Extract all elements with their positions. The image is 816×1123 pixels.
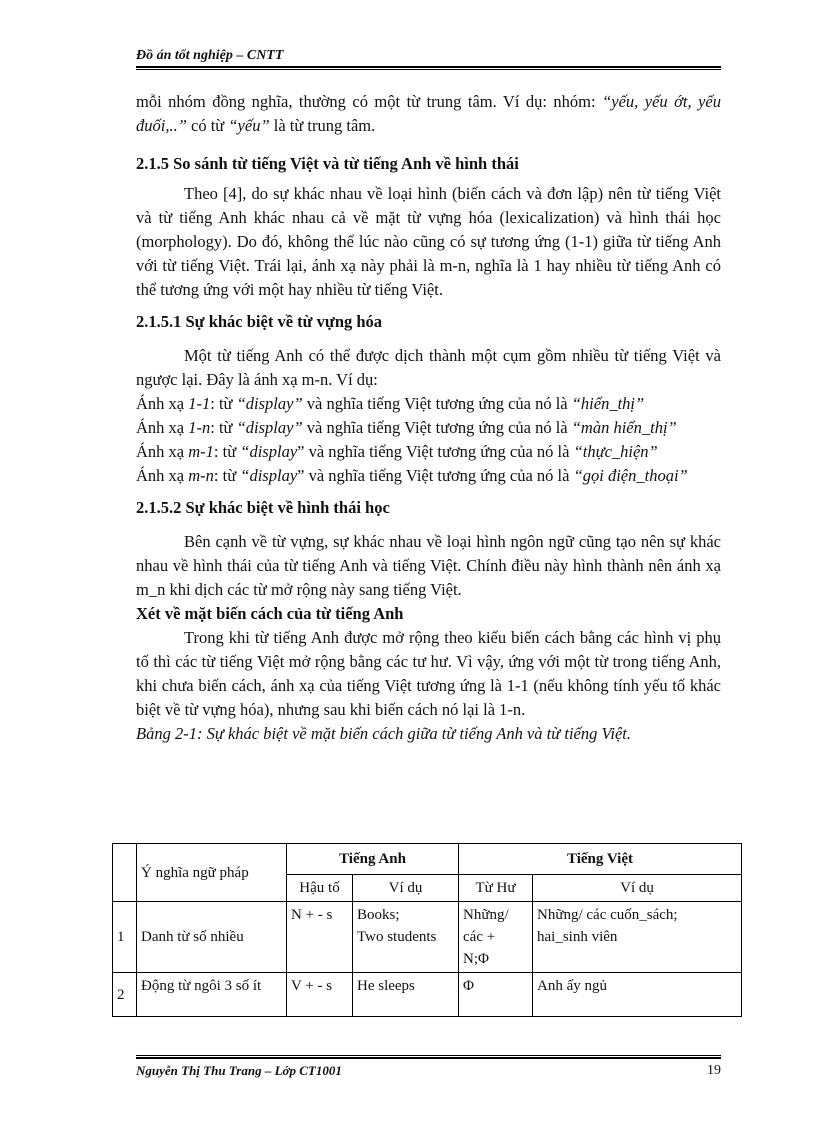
section-heading-2-1-5: 2.1.5 So sánh từ tiếng Việt và từ tiếng Anh về hình thái bbox=[136, 154, 519, 173]
example-text: và nghĩa tiếng Việt tương ứng của nó là bbox=[302, 394, 572, 413]
row-meaning: Danh từ số nhiều bbox=[137, 902, 287, 973]
table-subheader-suffix: Hậu tố bbox=[287, 875, 353, 902]
intro-paragraph bbox=[136, 90, 721, 138]
mapping-example-1-n bbox=[136, 416, 721, 440]
example-type: m-1 bbox=[188, 442, 214, 461]
row-suffix: N + - s bbox=[287, 902, 353, 973]
table-header-row bbox=[113, 844, 742, 875]
table-caption bbox=[136, 722, 721, 746]
table-header-empty bbox=[113, 844, 137, 902]
row-number: 1 bbox=[113, 902, 137, 973]
example-word: “display” bbox=[236, 394, 303, 413]
row-example-vi bbox=[533, 902, 742, 973]
row-example-en-line: Two students bbox=[357, 929, 437, 945]
page-header-title: Đồ án tốt nghiệp – CNTT bbox=[136, 48, 284, 63]
example-label: Ánh xạ bbox=[136, 442, 189, 461]
inflection-comparison-table bbox=[112, 843, 742, 1017]
row-example-en: He sleeps bbox=[353, 973, 459, 1017]
table-subheader-example-en: Ví dụ bbox=[353, 875, 459, 902]
section-2-1-5-1-paragraph: Một từ tiếng Anh có thể được dịch thành một cụm gồm nhiều từ tiếng Việt và ngược lại. Đây là ánh xạ m-n. Ví dụ: bbox=[136, 346, 721, 389]
example-label: Ánh xạ bbox=[136, 394, 189, 413]
section-heading-2-1-5-2: 2.1.5.2 Sự khác biệt về hình thái học bbox=[136, 498, 390, 517]
inflection-paragraph: Trong khi từ tiếng Anh được mở rộng theo kiểu biến cách bằng các hình vị phụ tố thì các từ tiếng Việt mở rộng bằng các tư hư. Vì vậy, ứng với một từ trong tiếng Anh, khi chưa biến cách, ánh xạ của tiếng Việt tương ứng là 1-1 (nếu không tính yếu tố khác biệt về từ vựng hóa), nhưng sau khi biến cách nó lại là 1-n. bbox=[136, 628, 721, 719]
row-function-word-line: Những/ bbox=[463, 907, 509, 923]
row-suffix: V + - s bbox=[287, 973, 353, 1017]
example-type: m-n bbox=[188, 466, 214, 485]
table-caption-text: : Sự khác biệt về mặt biến cách giữa từ tiếng Anh và từ tiếng Việt. bbox=[196, 724, 631, 743]
example-word: “display” bbox=[236, 418, 303, 437]
table-caption-label: Bảng 2-1 bbox=[136, 724, 197, 743]
example-text: và nghĩa tiếng Việt tương ứng của nó là bbox=[302, 418, 572, 437]
page-number: 19 bbox=[707, 1063, 721, 1078]
footer-rule-secondary bbox=[136, 1055, 721, 1056]
example-meaning: “hiển_thị” bbox=[571, 394, 645, 413]
row-function-word-line: N;Φ bbox=[463, 951, 489, 967]
table-header-english: Tiếng Anh bbox=[287, 844, 459, 875]
intro-example-word: “yếu” bbox=[228, 116, 270, 135]
intro-text: mỗi nhóm đồng nghĩa, thường có một từ trung tâm. Ví dụ: nhóm: bbox=[136, 92, 603, 111]
row-example-vi-line: Những/ các cuốn_sách; bbox=[537, 907, 678, 923]
section-2-1-5-2-paragraph: Bên cạnh về từ vựng, sự khác nhau về loại hình ngôn ngữ cũng tạo nên sự khác nhau về hình thái của từ tiếng Anh và tiếng Việt. Chính điều này hình thành nên ánh xạ m_n khi dịch các từ mở rộng này sang tiếng Việt. bbox=[136, 532, 721, 599]
intro-text: có từ bbox=[186, 116, 229, 135]
example-label: Ánh xạ bbox=[136, 418, 189, 437]
example-word: “display bbox=[240, 442, 298, 461]
row-example-vi: Anh ấy ngủ bbox=[533, 973, 742, 1017]
table-row bbox=[113, 973, 742, 1017]
example-type: 1-n bbox=[188, 418, 211, 437]
row-example-vi-line: hai_sinh viên bbox=[537, 929, 618, 945]
table-header-meaning: Ý nghĩa ngữ pháp bbox=[137, 844, 287, 902]
example-meaning: “màn hiển_thị” bbox=[571, 418, 677, 437]
header-rule-secondary bbox=[136, 69, 721, 70]
table-subheader-example-vi: Ví dụ bbox=[533, 875, 742, 902]
row-example-en-line: Books; bbox=[357, 907, 400, 923]
header-rule bbox=[136, 66, 721, 68]
example-label: Ánh xạ bbox=[136, 466, 189, 485]
row-meaning: Động từ ngôi 3 số ít bbox=[137, 973, 287, 1017]
row-example-en bbox=[353, 902, 459, 973]
example-text: ” và nghĩa tiếng Việt tương ứng của nó là bbox=[297, 442, 574, 461]
footer-rule bbox=[136, 1057, 721, 1059]
section-heading-2-1-5-1: 2.1.5.1 Sự khác biệt về từ vựng hóa bbox=[136, 312, 383, 331]
example-meaning: “gọi điện_thoại” bbox=[573, 466, 688, 485]
mapping-example-m-n bbox=[136, 464, 721, 488]
table-subheader-function-word: Từ Hư bbox=[459, 875, 533, 902]
footer-author: Nguyễn Thị Thu Trang – Lớp CT1001 bbox=[136, 1063, 342, 1078]
intro-example-group: “yếu, yếu ớt, yếu đuối,..” bbox=[136, 92, 721, 135]
example-text: : từ bbox=[210, 418, 237, 437]
intro-text: là từ trung tâm. bbox=[269, 116, 376, 135]
mapping-example-1-1 bbox=[136, 392, 721, 416]
section-2-1-5-paragraph: Theo [4], do sự khác nhau về loại hình (biến cách và đơn lập) nên từ tiếng Việt và từ tiếng Anh khác nhau cả về mặt từ vựng hóa (lexicalization) và hình thái học (morphology). Do đó, không thể lúc nào cũng có sự tương ứng (1-1) giữa từ tiếng Anh với từ tiếng Việt. Trái lại, ánh xạ này phải là m-n, nghĩa là 1 hay nhiều từ tiếng Anh có thể tương ứng với một hay nhiều từ tiếng Việt. bbox=[136, 184, 721, 299]
example-text: ” và nghĩa tiếng Việt tương ứng của nó là bbox=[297, 466, 574, 485]
row-function-word-line: các + bbox=[463, 929, 496, 945]
table-row bbox=[113, 902, 742, 973]
row-number: 2 bbox=[113, 973, 137, 1017]
example-text: : từ bbox=[210, 394, 237, 413]
row-function-word: Φ bbox=[459, 973, 533, 1017]
row-function-word bbox=[459, 902, 533, 973]
example-text: : từ bbox=[213, 466, 241, 485]
example-type: 1-1 bbox=[188, 394, 211, 413]
mapping-example-m-1 bbox=[136, 440, 721, 464]
page-body bbox=[136, 90, 721, 746]
example-meaning: “thực_hiện” bbox=[573, 442, 658, 461]
example-text: : từ bbox=[213, 442, 241, 461]
table-header-vietnamese: Tiếng Việt bbox=[459, 844, 742, 875]
inflection-run-heading: Xét về mặt biến cách của từ tiếng Anh bbox=[136, 604, 404, 623]
example-word: “display bbox=[240, 466, 298, 485]
